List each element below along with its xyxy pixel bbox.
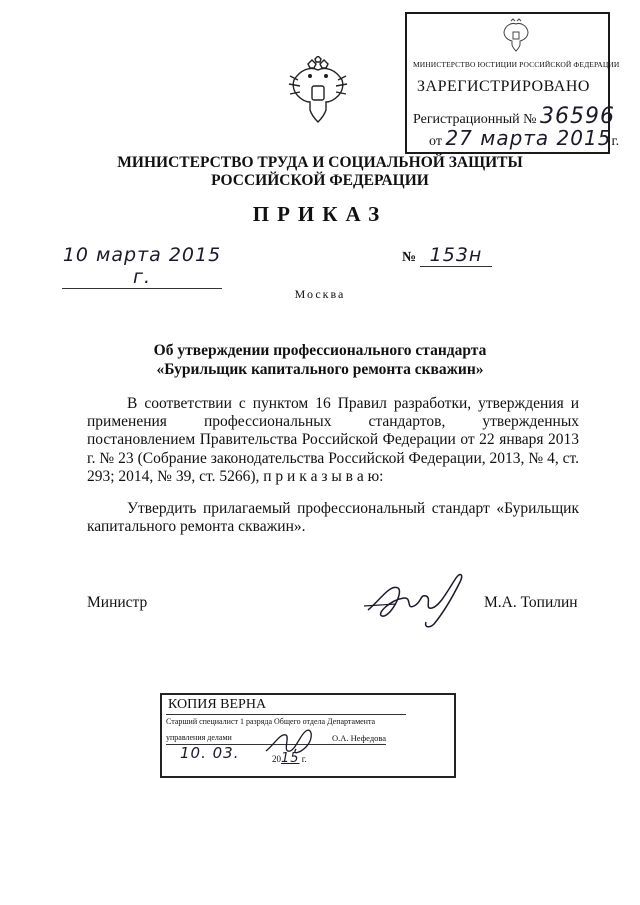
- body-paragraph-1: В соответствии с пунктом 16 Правил разработки, утверждения и применения профессиональных стандартов, утвержденных постановлением Правительства Российской Федерации от 22 января 2013 г. № 23 (Собрание законодательства Российской Федерации, 2013, № 4, ст. 293; 2014, № 39, ст. 5266), п р и к а з ы в а ю:: [87, 395, 579, 485]
- city-label: Москва: [294, 287, 346, 301]
- stamp-number-handwritten: 36596: [540, 104, 615, 129]
- order-subject-line1: Об утверждении профессионального стандарта: [153, 342, 487, 359]
- stamp-emblem-icon: [499, 18, 533, 52]
- stamp-date-suffix: г.: [611, 134, 620, 149]
- copy-stamp-year-suffix: г.: [301, 754, 307, 764]
- order-subject-line2: «Бурильщик капитального ремонта скважин»: [156, 361, 484, 378]
- handwritten-signature: [360, 570, 480, 630]
- minister-title: Министр: [87, 594, 148, 611]
- copy-stamp-department: управления делами: [166, 733, 232, 742]
- copy-stamp-date-handwritten: 10. 03.: [180, 744, 240, 762]
- document-type-title: ПРИКАЗ: [252, 202, 388, 226]
- stamp-registered-label: ЗАРЕГИСТРИРОВАНО: [417, 78, 590, 95]
- minister-name: М.А. Топилин: [484, 594, 578, 611]
- copy-stamp-signatory-name: О.А. Нефедова: [332, 733, 387, 743]
- stamp-date-handwritten: 27 марта 2015: [445, 126, 612, 150]
- copy-stamp-year-handwritten: 15: [281, 751, 300, 766]
- registration-stamp: [405, 12, 620, 154]
- copy-stamp-divider: [166, 714, 406, 715]
- coat-of-arms-emblem: [286, 56, 350, 126]
- order-date-handwritten: 10 марта 2015 г.: [62, 244, 222, 288]
- stamp-date-row: [429, 126, 619, 150]
- ministry-title: [0, 154, 640, 190]
- copy-stamp-title: КОПИЯ ВЕРНА: [168, 697, 267, 712]
- copy-stamp-year-prefix: 20: [272, 754, 281, 764]
- body-paragraph-2: Утвердить прилагаемый профессиональный стандарт «Бурильщик капитального ремонта скважин».: [87, 500, 579, 536]
- order-number-handwritten: 153н: [420, 244, 492, 267]
- certified-copy-stamp: [160, 693, 456, 778]
- order-number-label: №: [402, 250, 417, 265]
- order-subject: [0, 341, 640, 379]
- ministry-title-line2: РОССИЙСКОЙ ФЕДЕРАЦИИ: [211, 172, 429, 189]
- stamp-date-prefix: от: [429, 134, 442, 149]
- copy-stamp-year: [272, 751, 307, 766]
- ministry-title-line1: МИНИСТЕРСТВО ТРУДА И СОЦИАЛЬНОЙ ЗАЩИТЫ: [117, 154, 523, 171]
- copy-stamp-position: Старший специалист 1 разряда Общего отдела Департамента: [166, 717, 376, 726]
- stamp-ministry-name: МИНИСТЕРСТВО ЮСТИЦИИ РОССИЙСКОЙ ФЕДЕРАЦИИ: [413, 60, 620, 69]
- stamp-number-label: Регистрационный №: [413, 112, 537, 127]
